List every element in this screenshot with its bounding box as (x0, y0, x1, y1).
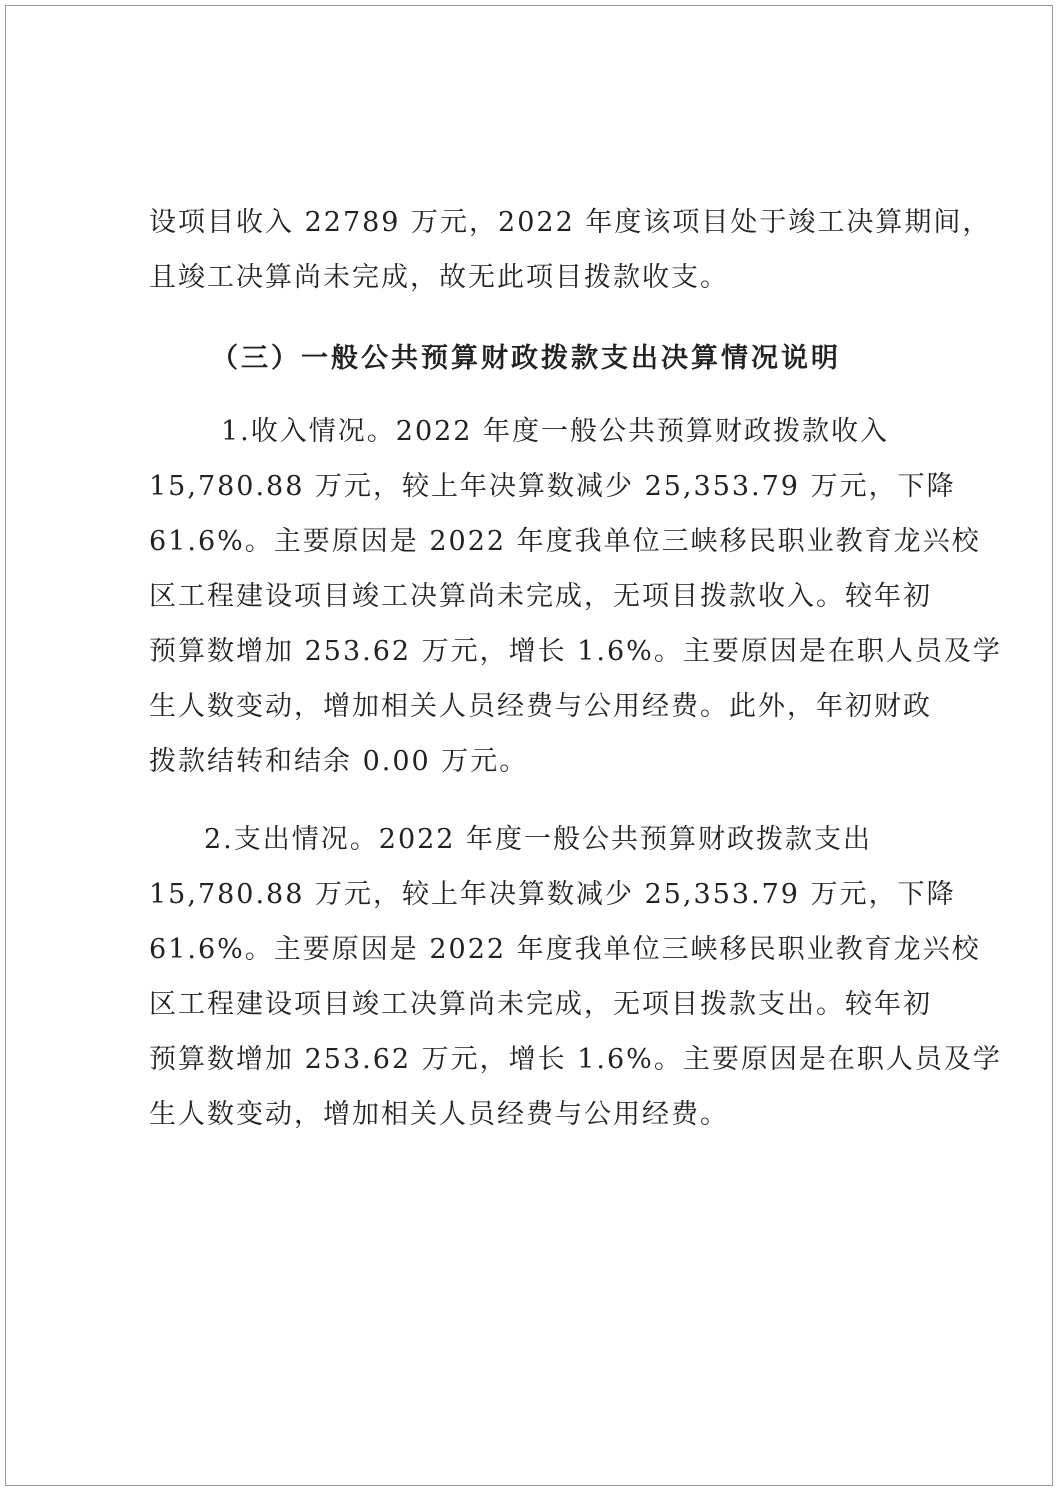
expense-line-4: 区工程建设项目竣工决算尚未完成，无项目拨款支出。较年初 (149, 989, 932, 1020)
expense-line-6: 生人数变动，增加相关人员经费与公用经费。 (149, 1099, 729, 1130)
document-page (5, 5, 1053, 1486)
section-heading: （三）一般公共预算财政拨款支出决算情况说明 (211, 343, 841, 374)
income-line-6: 生人数变动，增加相关人员经费与公用经费。此外，年初财政 (149, 691, 932, 722)
expense-line-3: 61.6%。主要原因是 2022 年度我单位三峡移民职业教育龙兴校 (149, 934, 981, 965)
income-line-5: 预算数增加 253.62 万元，增长 1.6%。主要原因是在职人员及学 (149, 636, 1002, 667)
income-line-3: 61.6%。主要原因是 2022 年度我单位三峡移民职业教育龙兴校 (149, 526, 981, 557)
expense-line-5: 预算数增加 253.62 万元，增长 1.6%。主要原因是在职人员及学 (149, 1044, 1002, 1075)
intro-line-1: 设项目收入 22789 万元，2022 年度该项目处于竣工决算期间， (149, 207, 992, 238)
intro-line-2: 且竣工决算尚未完成，故无此项目拨款收支。 (149, 262, 729, 293)
income-line-2: 15,780.88 万元，较上年决算数减少 25,353.79 万元，下降 (149, 471, 956, 502)
income-line-4: 区工程建设项目竣工决算尚未完成，无项目拨款收入。较年初 (149, 581, 932, 612)
income-line-1: 1.收入情况。2022 年度一般公共预算财政拨款收入 (221, 416, 890, 447)
expense-line-1: 2.支出情况。2022 年度一般公共预算财政拨款支出 (204, 824, 873, 855)
expense-line-2: 15,780.88 万元，较上年决算数减少 25,353.79 万元，下降 (149, 879, 956, 910)
income-line-7: 拨款结转和结余 0.00 万元。 (149, 746, 529, 777)
